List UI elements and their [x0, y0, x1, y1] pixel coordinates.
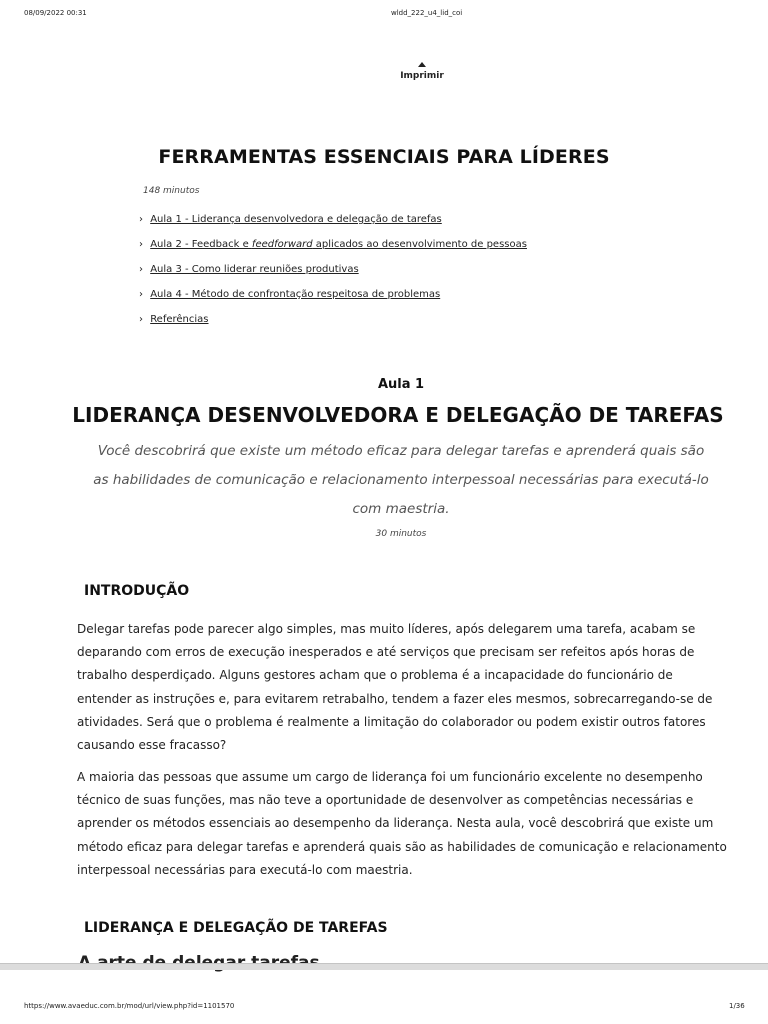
toc-item-referencias: [139, 311, 527, 336]
page-title: FERRAMENTAS ESSENCIAIS PARA LÍDERES: [158, 146, 610, 168]
print-button[interactable]: [392, 62, 452, 81]
chevron-right-icon: ›: [139, 314, 143, 325]
course-duration: 148 minutos: [143, 186, 200, 196]
pdf-footer-page-number: 1/36: [729, 1002, 745, 1010]
pdf-header-datetime: 08/09/2022 00:31: [24, 9, 87, 17]
toc-link-aula-2-part1: Aula 2 - Feedback e: [150, 239, 252, 250]
lesson-number: Aula 1: [377, 377, 425, 392]
chevron-right-icon: ›: [139, 264, 143, 275]
toc-link-referencias[interactable]: Referências: [150, 314, 209, 325]
toc-item-aula-2: [139, 236, 527, 261]
toc-link-aula-2-italic: feedforward: [251, 239, 313, 250]
chevron-right-icon: ›: [139, 239, 143, 250]
toc-link-aula-4[interactable]: Aula 4 - Método de confrontação respeitosa de problemas: [150, 289, 441, 300]
toc-item-aula-4: [139, 286, 527, 311]
intro-heading: INTRODUÇÃO: [84, 583, 190, 599]
page-divider: [0, 963, 768, 970]
table-of-contents: [139, 211, 527, 336]
chevron-right-icon: ›: [139, 214, 143, 225]
pdf-footer-url: https://www.avaeduc.com.br/mod/url/view.php?id=1101570: [24, 1002, 235, 1010]
toc-item-aula-1: [139, 211, 527, 236]
toc-link-aula-3[interactable]: Aula 3 - Como liderar reuniões produtivas: [150, 264, 359, 275]
toc-item-aula-3: [139, 261, 527, 286]
intro-paragraph-1: Delegar tarefas pode parecer algo simples, mas muito líderes, após delegarem uma tarefa, acabam se deparando com erros de execução inesperados e até serviços que precisam ser refeitos após horas de trabalho desperdiçado. Alguns gestores acham que o problema é a incapacidade do funcionário de entender as instruções e, para evitarem retrabalho, tendem a fazer eles mesmos, sobrecarregando-se de atividades. Será que o problema é realmente a limitação do colaborador ou podem existir outros fatores causando esse fracasso?: [77, 622, 713, 753]
lesson-subtitle: Você descobrirá que existe um método eficaz para delegar tarefas e aprenderá quais são as habilidades de comunicação e relacionamento interpessoal necessárias para executá-lo com maestria.: [93, 443, 709, 517]
toc-link-aula-1[interactable]: Aula 1 - Liderança desenvolvedora e delegação de tarefas: [150, 214, 442, 225]
toc-link-aula-2-part2: aplicados ao desenvolvimento de pessoas: [312, 239, 527, 250]
pdf-header-doc-name: wldd_222_u4_lid_coi: [391, 9, 463, 17]
toc-link-aula-2[interactable]: [150, 239, 527, 250]
print-button-label: Imprimir: [400, 71, 444, 81]
caret-up-icon: [418, 62, 426, 67]
lesson-title: LIDERANÇA DESENVOLVEDORA E DELEGAÇÃO DE TAREFAS: [72, 403, 724, 427]
section-heading-lideranca: LIDERANÇA E DELEGAÇÃO DE TAREFAS: [84, 920, 388, 936]
chevron-right-icon: ›: [139, 289, 143, 300]
lesson-duration: 30 minutos: [375, 529, 427, 539]
intro-paragraph-2: A maioria das pessoas que assume um cargo de liderança foi um funcionário excelente no desempenho técnico de suas funções, mas não teve a oportunidade de desenvolver as competências necessárias e aprender os métodos essenciais ao desempenho da liderança. Nesta aula, você descobrirá que existe um método eficaz para delegar tarefas e aprenderá quais são as habilidades de comunicação e relacionamento interpessoal necessárias para executá-lo com maestria.: [77, 770, 727, 877]
